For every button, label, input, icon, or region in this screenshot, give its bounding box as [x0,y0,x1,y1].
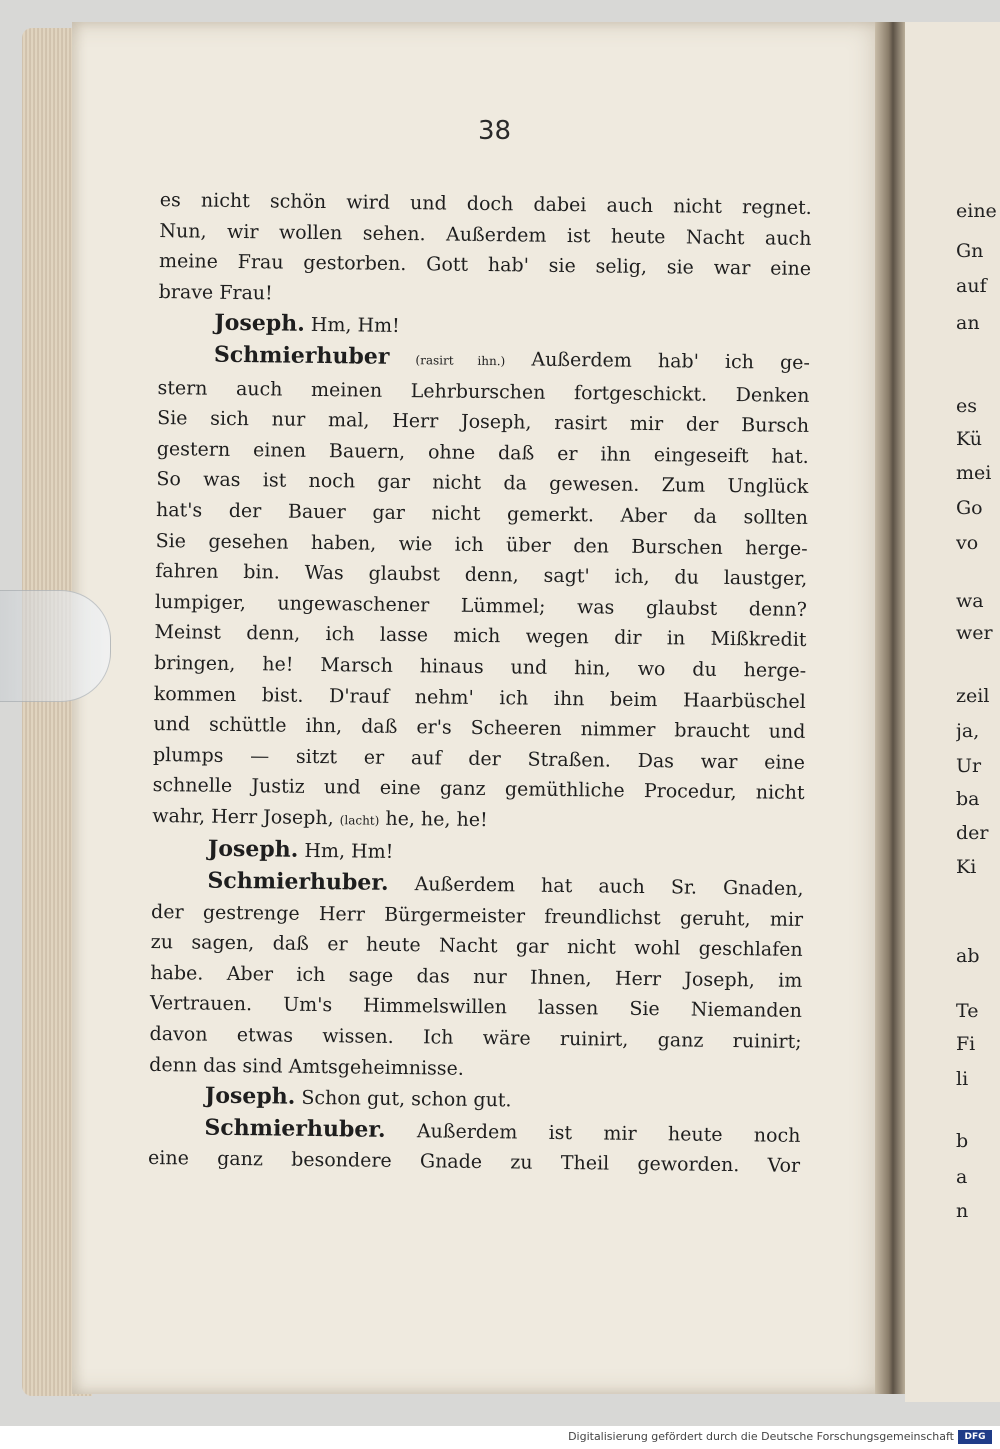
line-text: bringen, he! Marsch hinaus und hin, wo du herge- [154,651,807,682]
facing-page-fragment: Gn [956,240,984,262]
line-text: brave Frau! [158,280,273,305]
facing-page-fragment: Ki [956,856,977,878]
line-text: lumpiger, ungewaschener Lümmel; was glaubst denn? [154,590,807,621]
facing-page-fragment: Go [956,497,983,519]
line-text: gestern einen Bauern, ohne daß er ihn eingeseift hat. [156,437,809,468]
line-text: Sie sich nur mal, Herr Joseph, rasirt mir der Bursch [157,407,810,438]
line-text: schnelle Justiz und eine ganz gemüthliche Procedur, nicht [152,774,805,805]
line-text: So was ist noch gar nicht da gewesen. Zum Unglück [156,468,809,499]
line-text: und schüttle ihn, daß er's Scheeren nimmer braucht und [153,713,806,744]
facing-page-fragment: der [956,822,989,844]
line-text: davon etwas wissen. Ich wäre ruinirt, ganz ruinirt; [149,1022,802,1053]
facing-page-fragment: Kü [956,428,983,450]
speaker-name: Schmierhuber [213,341,390,370]
dfg-logo: DFG [958,1430,992,1444]
facing-page-fragment: ba [956,788,980,810]
line-text: meine Frau gestorben. Gott hab' sie selig, sie war eine [158,250,812,281]
line-text: der gestrenge Herr Bürgermeister freundlichst geruht, mir [150,900,804,931]
line-text: hat's der Bauer gar nicht gemerkt. Aber da sollten [155,498,809,529]
facing-page-fragment: zeil [956,685,990,707]
line-text: Schon gut, schon gut. [301,1087,512,1112]
speaker-name: Joseph. [214,310,305,338]
facing-page-fragment: li [956,1068,969,1090]
page-text [148,185,812,1182]
line-text: Vertrauen. Um's Himmelswillen lassen Sie Niemanden [149,992,803,1023]
book-gutter [875,22,905,1394]
page-number: 38 [478,116,512,146]
speaker-name: Schmierhuber. [207,867,389,896]
facing-page-fragment: b [956,1130,969,1152]
facing-page-fragment: Ur [956,755,982,777]
facing-page-fragment: a [956,1166,968,1188]
line-text: es nicht schön wird und doch dabei auch nicht regnet. [159,188,812,219]
line-text: he, he, he! [385,807,488,831]
speaker-name: Joseph. [204,1082,296,1110]
line-text: Sie gesehen haben, wie ich über den Burschen herge- [155,529,808,560]
line-text: zu sagen, daß er heute Nacht gar nicht wohl geschlafen [150,931,803,962]
line-text: Nun, wir wollen sehen. Außerdem ist heute Nacht auch [159,219,812,250]
stage-direction: (lacht) [339,813,380,828]
facing-page-fragment: auf [956,275,987,297]
line-text: plumps — sitzt er auf der Straßen. Das war eine [152,743,806,774]
line-text: Außerdem hat auch Sr. Gnaden, [414,873,804,900]
line-text: denn das sind Amtsgeheimnisse. [149,1053,465,1080]
line-text: Hm, Hm! [310,314,400,338]
line-text: Hm, Hm! [304,840,394,864]
facing-page-text [956,195,1000,1295]
line-text: fahren bin. Was glaubst denn, sagt' ich, du laustger, [155,560,808,591]
line-text: Außerdem hab' ich ge- [531,348,811,374]
facing-page-fragment: n [956,1200,969,1222]
line-text: wahr, Herr Joseph, [152,804,334,830]
stage-direction: (rasirt ihn.) [415,353,506,369]
facing-page-fragment: mei [956,462,992,484]
facing-page-fragment: an [956,312,980,334]
line-text: kommen bist. D'rauf nehm' ich ihn beim Haarbüschel [153,682,806,713]
footer-credit: Digitalisierung gefördert durch die Deutsche Forschungsgemeinschaft [568,1430,954,1443]
facing-page-fragment: Te [956,1000,979,1022]
facing-page-fragment: Fi [956,1033,976,1055]
facing-page-fragment: vo [956,532,979,554]
line-text: eine ganz besondere Gnade zu Theil geworden. Vor [147,1147,801,1178]
speaker-name: Joseph. [207,836,299,864]
line-text: stern auch meinen Lehrburschen fortgeschickt. Denken [157,376,810,407]
facing-page-fragment: ja, [956,720,980,742]
facing-page-fragment: wer [956,622,993,644]
line-text: Außerdem ist mir heute noch [416,1120,801,1147]
line-text: Meinst denn, ich lasse mich wegen dir in Mißkredit [154,621,807,652]
page-clip [0,590,111,702]
speaker-name: Schmierhuber. [204,1114,386,1143]
facing-page-fragment: wa [956,590,984,612]
facing-page-fragment: es [956,395,977,417]
facing-page-fragment: eine [956,200,997,222]
facing-page-fragment: ab [956,945,980,967]
line-text: habe. Aber ich sage das nur Ihnen, Herr Joseph, im [150,961,803,992]
